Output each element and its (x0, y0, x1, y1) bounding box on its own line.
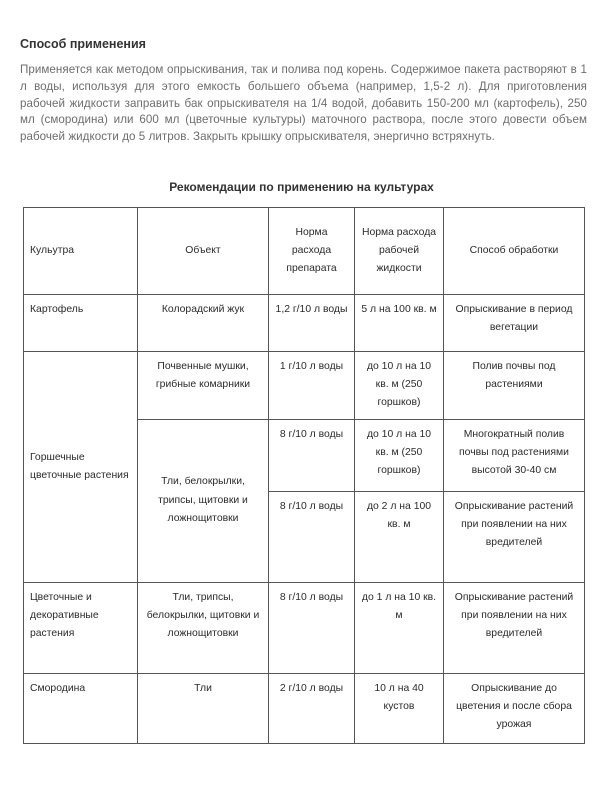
cell-liquid: 10 л на 40 кустов (355, 673, 444, 743)
cell-rate: 1,2 г/10 л воды (269, 295, 355, 352)
table-row (24, 582, 585, 673)
cell-object: Колорадский жук (138, 295, 269, 352)
table-row (24, 295, 585, 352)
header-culture: Кульутра (24, 208, 138, 295)
intro-paragraph: Применяется как методом опрыскивания, так и полива под корень. Содержимое пакета растворяют в 1 л воды, используя для этого емкость большего объема (например, 1,5-2 л). Для приготовления рабочей жидкости заправить бак опрыскивателя на 1/4 водой, добавить 150-200 мл (картофель), 250 мл (смородина) или 600 мл (цветочные культуры) маточного раствора, после этого довести объем рабочей жидкости до 5 литров. Закрыть крышку опрыскивателя, энергично встряхнуть. (20, 63, 587, 144)
table-row (24, 352, 585, 420)
header-method: Способ обработки (444, 208, 585, 295)
cell-object: Тли (138, 673, 269, 743)
cell-method: Полив почвы под растениями (444, 352, 585, 420)
section-heading: Способ применения (20, 37, 146, 51)
cell-rate: 8 г/10 л воды (269, 491, 355, 582)
cell-method: Опрыскивание растений при появлении на них вредителей (444, 491, 585, 582)
cell-object: Тли, трипсы, белокрылки, щитовки и ложнощитовки (138, 582, 269, 673)
cell-liquid: до 1 л на 10 кв. м (355, 582, 444, 673)
cell-rate: 1 г/10 л воды (269, 352, 355, 420)
header-liquid: Норма расхода рабочей жидкости (355, 208, 444, 295)
cell-culture: Смородина (24, 673, 138, 743)
cell-culture: Картофель (24, 295, 138, 352)
table-caption: Рекомендации по применению на культурах (169, 180, 434, 194)
cell-method: Многократный полив почвы под растениями высотой 30-40 см (444, 419, 585, 491)
cell-method: Опрыскивание в период вегетации (444, 295, 585, 352)
cell-rate: 8 г/10 л воды (269, 419, 355, 491)
cell-liquid: до 10 л на 10 кв. м (250 горшков) (355, 352, 444, 420)
recommendations-table (23, 207, 585, 744)
cell-method: Опрыскивание растений при появлении на них вредителей (444, 582, 585, 673)
cell-rate: 2 г/10 л воды (269, 673, 355, 743)
cell-method: Опрыскивание до цветения и после сбора урожая (444, 673, 585, 743)
cell-culture: Цветочные и декоративные растения (24, 582, 138, 673)
cell-liquid: 5 л на 100 кв. м (355, 295, 444, 352)
cell-liquid: до 2 л на 100 кв. м (355, 491, 444, 582)
cell-object: Почвенные мушки, грибные комарники (138, 352, 269, 420)
cell-rate: 8 г/10 л воды (269, 582, 355, 673)
table-header-row (24, 208, 585, 295)
cell-object: Тли, белокрылки, трипсы, щитовки и ложнощитовки (138, 419, 269, 582)
header-object: Объект (138, 208, 269, 295)
table-row (24, 673, 585, 743)
cell-culture: Горшечные цветочные растения (24, 352, 138, 583)
cell-liquid: до 10 л на 10 кв. м (250 горшков) (355, 419, 444, 491)
header-rate: Норма расхода препарата (269, 208, 355, 295)
